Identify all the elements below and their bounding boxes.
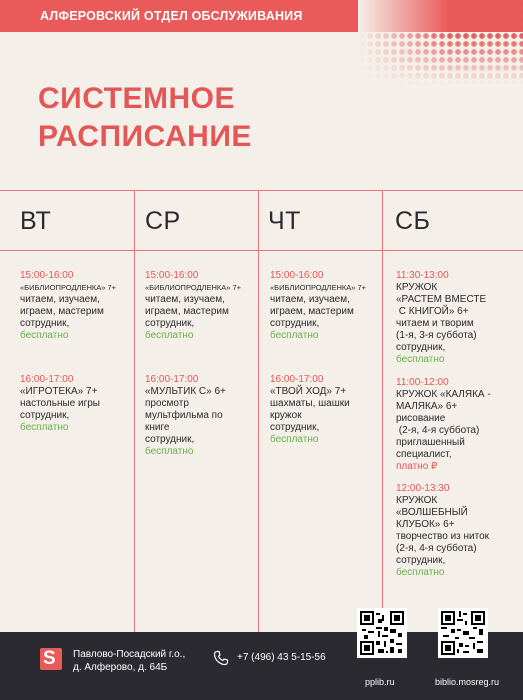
entry-line: читаем, изучаем, [270, 294, 350, 305]
qr-code-pplib[interactable] [357, 608, 407, 658]
entry-title: «ИГРОТЕКА» 7+ [20, 386, 98, 397]
grid-line-header [0, 250, 523, 251]
site-link-biblio[interactable]: biblio.mosreg.ru [435, 677, 500, 687]
schedule-entry [396, 270, 521, 366]
qr-code-biblio[interactable] [438, 608, 488, 658]
entry-line: приглашенный [396, 437, 465, 448]
entry-title: КРУЖОК [396, 282, 438, 293]
entry-title: «БИБЛИОПРОДЛЕНКА» 7+ [20, 283, 117, 292]
entry-time: 16:00-17:00 [20, 374, 74, 385]
price-free: бесплатно [396, 567, 445, 578]
entry-line: просмотр [145, 398, 189, 409]
entry-time: 11:00-12:00 [396, 377, 449, 388]
entry-line: читаем, изучаем, [145, 294, 225, 305]
phone-icon [213, 650, 229, 666]
day-saturday: СБ [395, 207, 431, 235]
entry-line: рисование [396, 413, 446, 424]
entry-line: «ВОЛШЕБНЫЙ [396, 507, 468, 518]
entry-line: играем, мастерим [20, 306, 104, 317]
entry-line: сотрудник, [20, 410, 70, 421]
entry-line: читаем и творим [396, 318, 474, 329]
entry-line: сотрудник, [20, 318, 70, 329]
entry-line: настольные игры [20, 398, 100, 409]
entry-title: КРУЖОК «КАЛЯКА - [396, 389, 491, 400]
entry-line: играем, мастерим [145, 306, 229, 317]
schedule-entry [20, 374, 132, 434]
entry-title: «БИБЛИОПРОДЛЕНКА» 7+ [145, 283, 242, 292]
entry-line: шахматы, шашки [270, 398, 350, 409]
entry-title: КРУЖОК [396, 495, 438, 506]
entry-line: (2-я, 4-я суббота) [396, 425, 480, 436]
price-free: бесплатно [20, 422, 69, 433]
address-line-1: Павлово-Посадский г.о., [73, 649, 186, 660]
grid-col-divider-1 [134, 190, 135, 632]
price-free: бесплатно [396, 354, 445, 365]
entry-line: сотрудник, [145, 434, 195, 445]
entry-line: «РАСТЕМ ВМЕСТЕ [396, 294, 487, 305]
price-free: бесплатно [270, 330, 319, 341]
site-link-pplib[interactable]: pplib.ru [365, 677, 395, 687]
entry-line: специалист, [396, 449, 452, 460]
entry-line: кружок [270, 410, 302, 421]
grid-col-divider-3 [382, 190, 383, 632]
entry-title: «ТВОЙ ХОД» 7+ [270, 386, 347, 397]
title-line-1: СИСТЕМНОЕ [38, 82, 235, 115]
entry-title: «БИБЛИОПРОДЛЕНКА» 7+ [270, 283, 367, 292]
entry-line: творчество из ниток [396, 531, 490, 542]
schedule-entry [20, 270, 116, 342]
grid-col-divider-2 [258, 190, 259, 632]
schedule-entry [270, 374, 382, 446]
address [73, 648, 185, 674]
schedule-entry [396, 377, 521, 473]
address-line-2: д. Алферово, д. 64Б [73, 662, 168, 673]
org-name: АЛФЕРОВСКИЙ ОТДЕЛ ОБСЛУЖИВАНИЯ [40, 9, 303, 23]
entry-time: 15:00-16:00 [20, 270, 74, 281]
price-free: бесплатно [145, 446, 194, 457]
entry-time: 12:00-13:30 [396, 483, 450, 494]
entry-line: читаем, изучаем, [20, 294, 100, 305]
entry-line: играем, мастерим [270, 306, 354, 317]
price-free: бесплатно [270, 434, 319, 445]
entry-line: С КНИГОЙ» 6+ [396, 306, 469, 317]
day-tuesday: ВТ [20, 207, 52, 235]
phone-number[interactable]: +7 (496) 43 5-15-56 [237, 652, 326, 663]
entry-time: 16:00-17:00 [145, 374, 199, 385]
schedule-entry [270, 270, 382, 342]
grid-line-top [0, 190, 523, 191]
price-paid: платно ₽ [396, 461, 438, 472]
entry-line: сотрудник, [270, 318, 320, 329]
entry-line: книге [145, 422, 170, 433]
entry-line: сотрудник, [270, 422, 320, 433]
entry-line: сотрудник, [145, 318, 195, 329]
entry-line: КЛУБОК» 6+ [396, 519, 455, 530]
library-logo [40, 648, 62, 670]
entry-line: сотрудник, [396, 342, 446, 353]
schedule-entry [396, 483, 521, 579]
entry-title: «МУЛЬТИК С» 6+ [145, 386, 226, 397]
price-free: бесплатно [145, 330, 194, 341]
entry-line: (2-я, 4-я суббота) [396, 543, 477, 554]
entry-time: 15:00-16:00 [270, 270, 324, 281]
day-thursday: ЧТ [268, 207, 301, 235]
entry-time: 16:00-17:00 [270, 374, 324, 385]
entry-line: (1-я, 3-я суббота) [396, 330, 477, 341]
entry-line: мультфильма по [145, 410, 223, 421]
price-free: бесплатно [20, 330, 69, 341]
entry-time: 11:30-13:00 [396, 270, 449, 281]
entry-line: сотрудник, [396, 555, 446, 566]
entry-line: МАЛЯКА» 6+ [396, 401, 458, 412]
schedule-entry [145, 270, 257, 342]
schedule-entry [145, 374, 257, 458]
day-wednesday: СР [145, 207, 181, 235]
title-line-2: РАСПИСАНИЕ [38, 120, 252, 153]
entry-time: 15:00-16:00 [145, 270, 199, 281]
logo-letter: S [43, 648, 56, 669]
page-title [38, 80, 252, 156]
